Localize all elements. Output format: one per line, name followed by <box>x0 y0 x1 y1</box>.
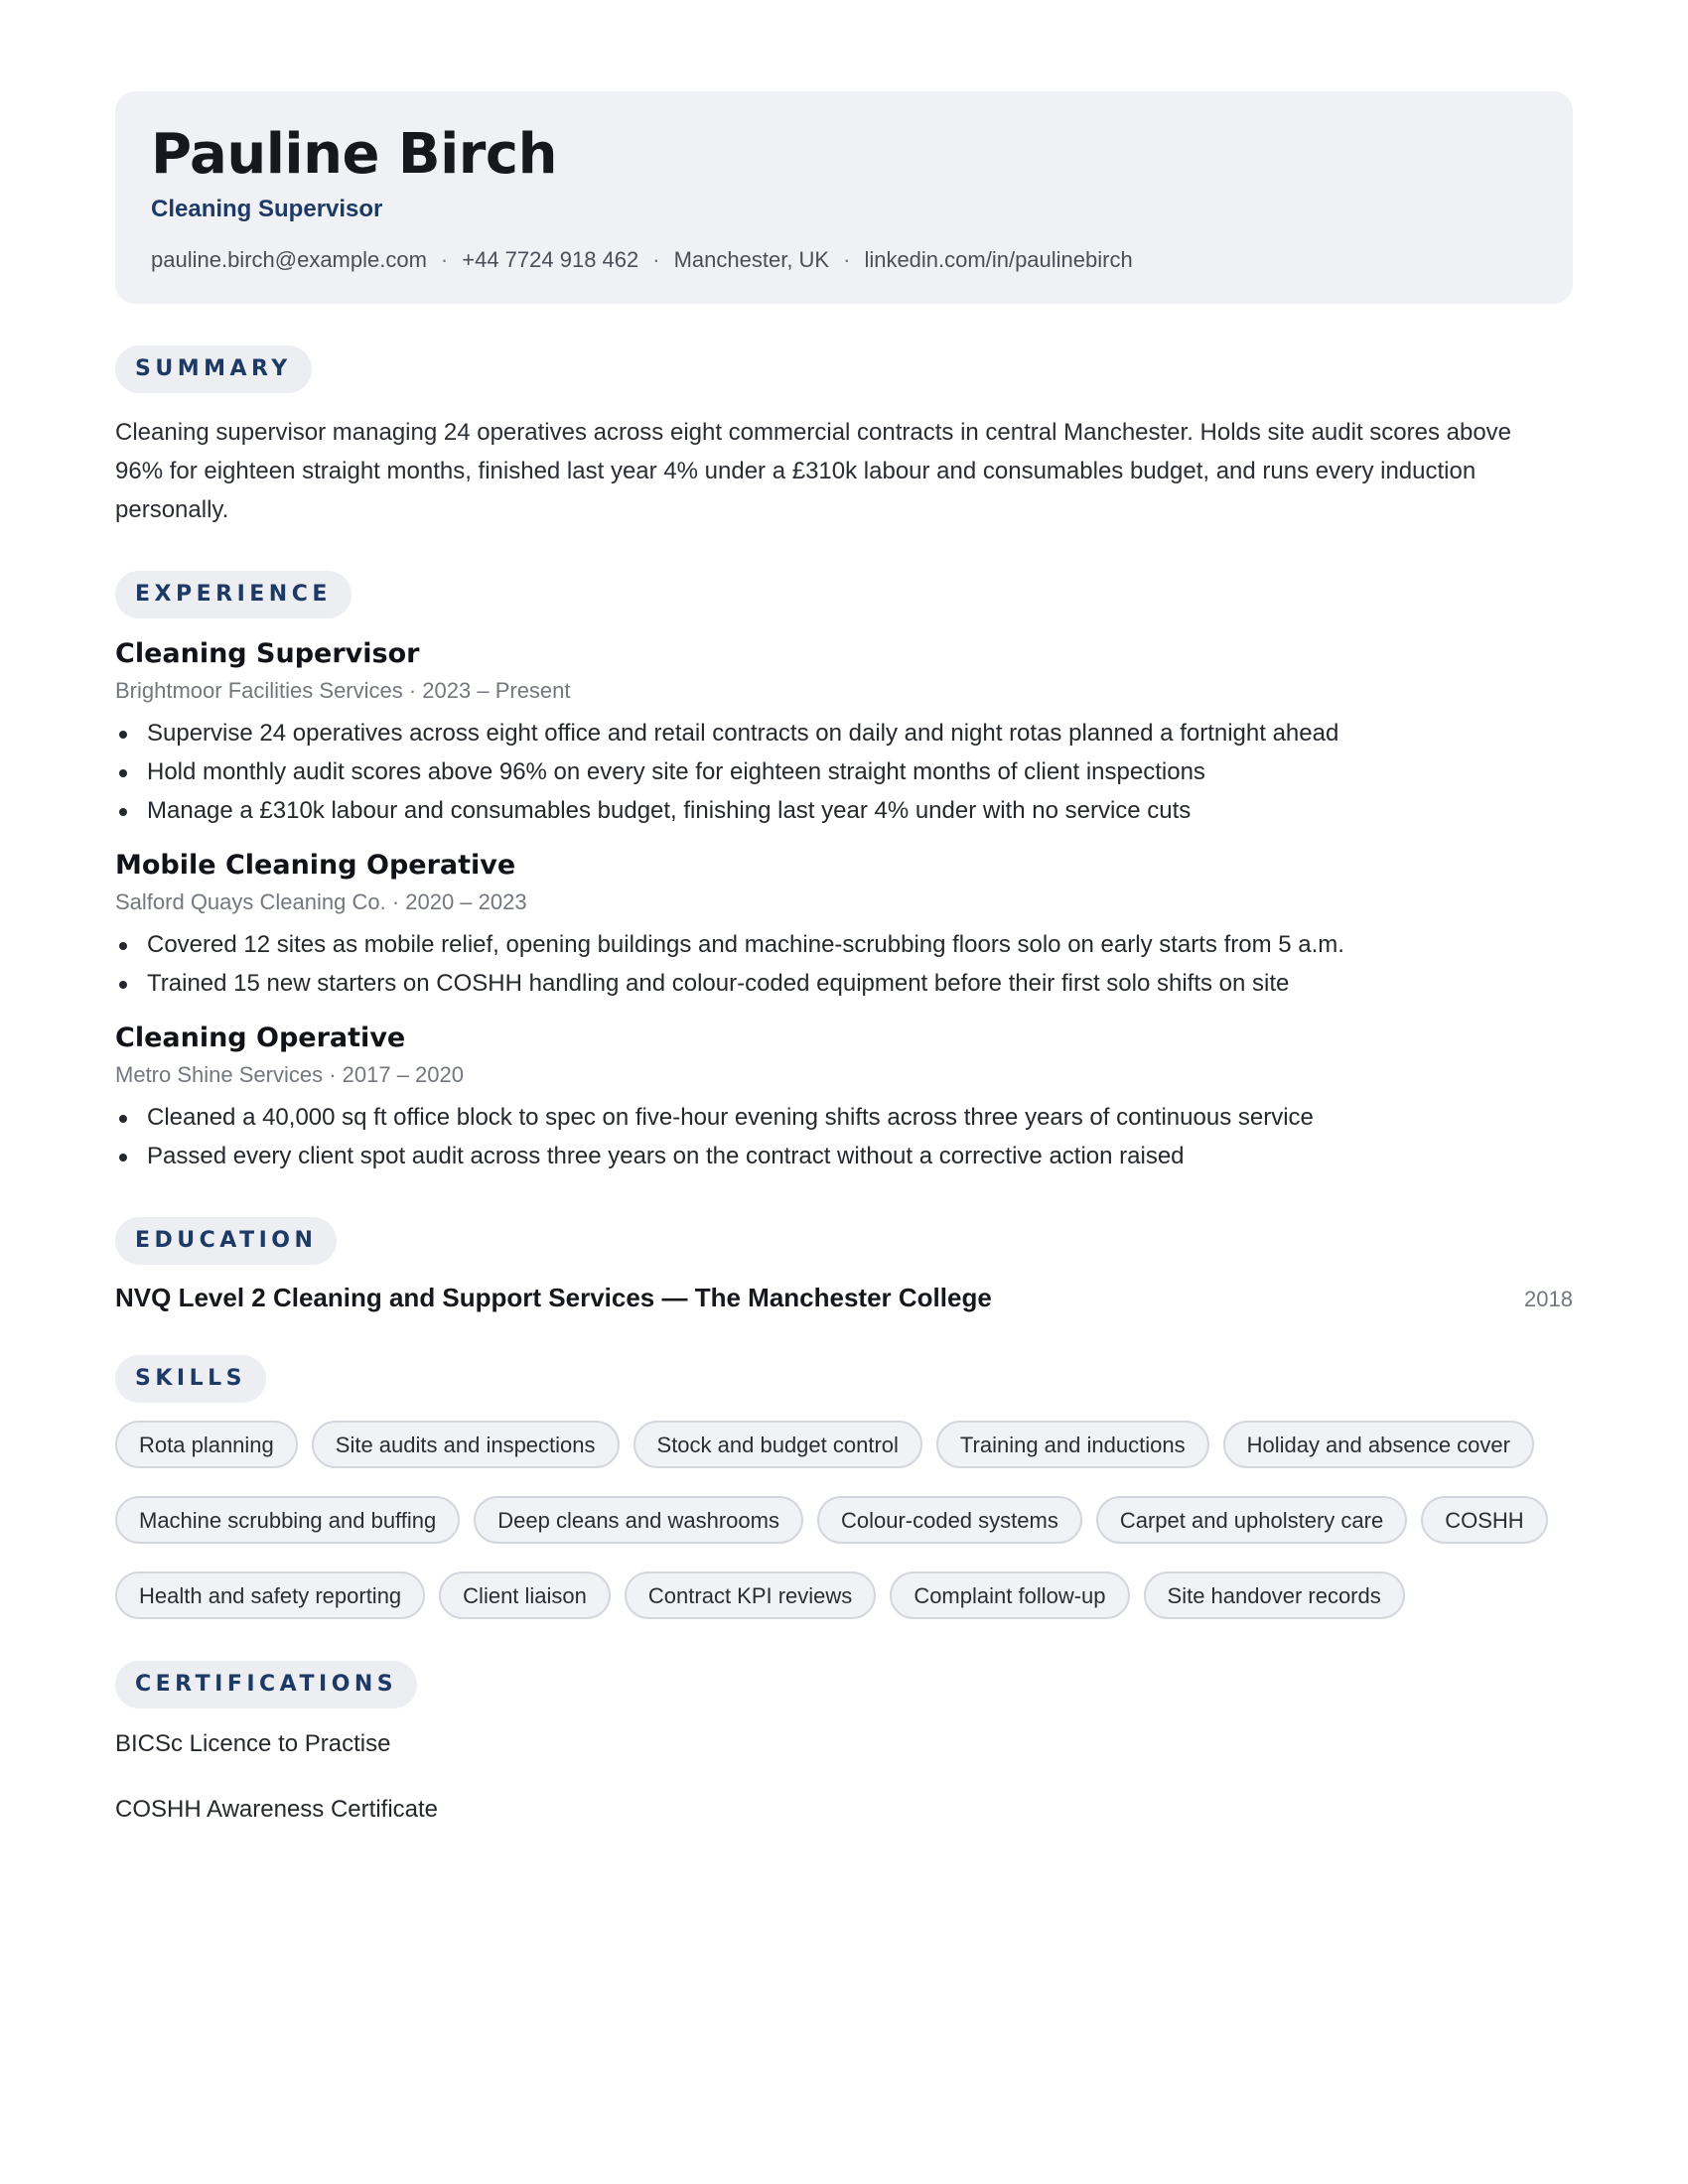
job-entry <box>115 636 1573 830</box>
job-meta: Metro Shine Services · 2017 – 2020 <box>115 1062 464 1087</box>
contact-separator: · <box>440 247 449 272</box>
skills-list <box>115 1421 1573 1619</box>
contact-linkedin[interactable]: linkedin.com/in/paulinebirch <box>864 247 1133 272</box>
skill-tag: Stock and budget control <box>633 1421 922 1468</box>
job-bullet: Trained 15 new starters on COSHH handling and colour-coded equipment before their first solo shifts on site <box>115 964 1573 1003</box>
job-entry <box>115 1021 1573 1175</box>
contact-separator: · <box>652 247 660 272</box>
job-title: Cleaning Supervisor <box>115 638 420 669</box>
candidate-role: Cleaning Supervisor <box>151 196 383 222</box>
certification-item: COSHH Awareness Certificate <box>115 1796 439 1823</box>
candidate-name: Pauline Birch <box>151 122 557 187</box>
section-heading-education: EDUCATION <box>115 1217 337 1265</box>
skill-tag: Training and inductions <box>936 1421 1209 1468</box>
job-meta: Salford Quays Cleaning Co. · 2020 – 2023 <box>115 889 527 914</box>
contact-line <box>151 246 1537 274</box>
job-bullet: Cleaned a 40,000 sq ft office block to spec on five-hour evening shifts across three years of continuous service <box>115 1098 1573 1137</box>
job-bullets <box>115 925 1573 1003</box>
education-section <box>115 1217 1573 1313</box>
education-year: 2018 <box>1524 1287 1573 1311</box>
skill-tag: Holiday and absence cover <box>1223 1421 1534 1468</box>
skill-tag: Site audits and inspections <box>312 1421 620 1468</box>
skill-tag: Complaint follow-up <box>890 1571 1129 1619</box>
header-card <box>115 91 1573 304</box>
education-title: NVQ Level 2 Cleaning and Support Services — The Manchester College <box>115 1283 992 1312</box>
skill-tag: Rota planning <box>115 1421 298 1468</box>
section-heading-skills: SKILLS <box>115 1355 266 1403</box>
experience-section <box>115 571 1573 1175</box>
skill-tag: COSHH <box>1421 1496 1547 1544</box>
education-entry <box>115 1283 1573 1313</box>
certification-item: BICSc Licence to Practise <box>115 1730 391 1757</box>
skill-tag: Client liaison <box>439 1571 611 1619</box>
job-bullets <box>115 714 1573 830</box>
job-bullet: Covered 12 sites as mobile relief, opening buildings and machine-scrubbing floors solo on early starts from 5 a.m. <box>115 925 1573 964</box>
skill-tag: Machine scrubbing and buffing <box>115 1496 460 1544</box>
job-bullet: Hold monthly audit scores above 96% on every site for eighteen straight months of client inspections <box>115 752 1573 791</box>
skill-tag: Carpet and upholstery care <box>1096 1496 1407 1544</box>
skill-tag: Health and safety reporting <box>115 1571 425 1619</box>
skill-tag: Site handover records <box>1144 1571 1405 1619</box>
job-bullet: Manage a £310k labour and consumables budget, finishing last year 4% under with no service cuts <box>115 791 1573 830</box>
job-entry <box>115 848 1573 1003</box>
section-heading-certifications: CERTIFICATIONS <box>115 1661 417 1708</box>
resume-page <box>115 91 1573 1826</box>
section-heading-experience: EXPERIENCE <box>115 571 352 618</box>
contact-phone[interactable]: +44 7724 918 462 <box>462 247 639 272</box>
skill-tag: Deep cleans and washrooms <box>474 1496 803 1544</box>
job-title: Mobile Cleaning Operative <box>115 850 516 881</box>
job-bullet: Supervise 24 operatives across eight office and retail contracts on daily and night rotas planned a fortnight ahead <box>115 714 1573 752</box>
certifications-section <box>115 1661 1573 1826</box>
skills-section <box>115 1355 1573 1619</box>
section-heading-summary: SUMMARY <box>115 345 312 393</box>
summary-section <box>115 345 1573 529</box>
contact-email[interactable]: pauline.birch@example.com <box>151 247 427 272</box>
certifications-list <box>115 1728 1573 1826</box>
job-bullets <box>115 1098 1573 1175</box>
skill-tag: Contract KPI reviews <box>625 1571 876 1619</box>
job-title: Cleaning Operative <box>115 1023 406 1053</box>
contact-location: Manchester, UK <box>673 247 830 272</box>
contact-separator: · <box>843 247 851 272</box>
job-bullet: Passed every client spot audit across three years on the contract without a corrective action raised <box>115 1137 1573 1175</box>
summary-text: Cleaning supervisor managing 24 operatives across eight commercial contracts in central Manchester. Holds site audit scores above 96% for eighteen straight months, finished last year 4% under a £310k labour and consumables budget, and runs every induction personally. <box>115 419 1512 523</box>
job-meta: Brightmoor Facilities Services · 2023 – Present <box>115 678 571 703</box>
skill-tag: Colour-coded systems <box>817 1496 1082 1544</box>
